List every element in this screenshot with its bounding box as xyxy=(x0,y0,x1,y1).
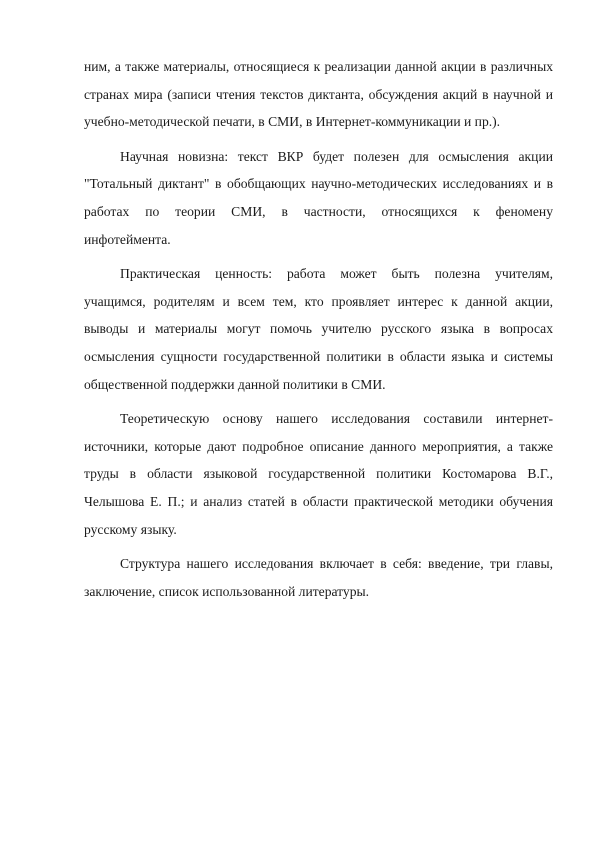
text-line: осмысления сущности государственной политики в области языка и системы xyxy=(84,348,553,364)
paragraph-structure xyxy=(84,550,553,605)
text-line: Практическая ценность: работа может быть полезна учителям, xyxy=(120,266,553,282)
text-line: источники, которые дают подробное описание данного мероприятия, а также xyxy=(84,438,553,454)
text-line: ним, а также материалы, относящиеся к реализации данной акции в различных xyxy=(84,59,553,74)
paragraph-practical-value xyxy=(84,260,553,398)
body-text xyxy=(84,53,553,612)
text-line: работах по теории СМИ, в частности, относящихся к феномену xyxy=(84,203,553,219)
text-line: Теоретическую основу нашего исследования составили интернет- xyxy=(120,411,553,427)
text-line: странах мира (записи чтения текстов диктанта, обсуждения акций в научной и xyxy=(84,86,553,102)
text-line: заключение, список использованной литературы. xyxy=(84,583,370,599)
text-line: Челышова Е. П.; и анализ статей в области практической методики обучения xyxy=(84,493,553,509)
text-line: инфотеймента. xyxy=(84,231,171,247)
text-line: Структура нашего исследования включает в себя: введение, три главы, xyxy=(120,556,553,572)
text-line: труды в области языковой государственной политики Костомарова В.Г., xyxy=(84,466,553,482)
text-line: учащимся, родителям и всем тем, кто проявляет интерес к данной акции, xyxy=(84,293,553,309)
text-line: учебно-методической печати, в СМИ, в Интернет-коммуникации и пр.). xyxy=(84,114,501,130)
text-line: Научная новизна: текст ВКР будет полезен для осмысления акции xyxy=(120,148,553,164)
paragraph-theoretical-basis xyxy=(84,405,553,543)
paragraph-scientific-novelty xyxy=(84,143,553,253)
paragraph-continuation xyxy=(84,53,553,136)
text-line: русскому языку. xyxy=(84,521,177,537)
text-line: выводы и материалы могут помочь учителю русского языка в вопросах xyxy=(84,321,553,337)
text-line: "Тотальный диктант" в обобщающих научно-методических исследованиях и в xyxy=(84,176,553,192)
text-line: общественной поддержки данной политики в СМИ. xyxy=(84,376,386,392)
